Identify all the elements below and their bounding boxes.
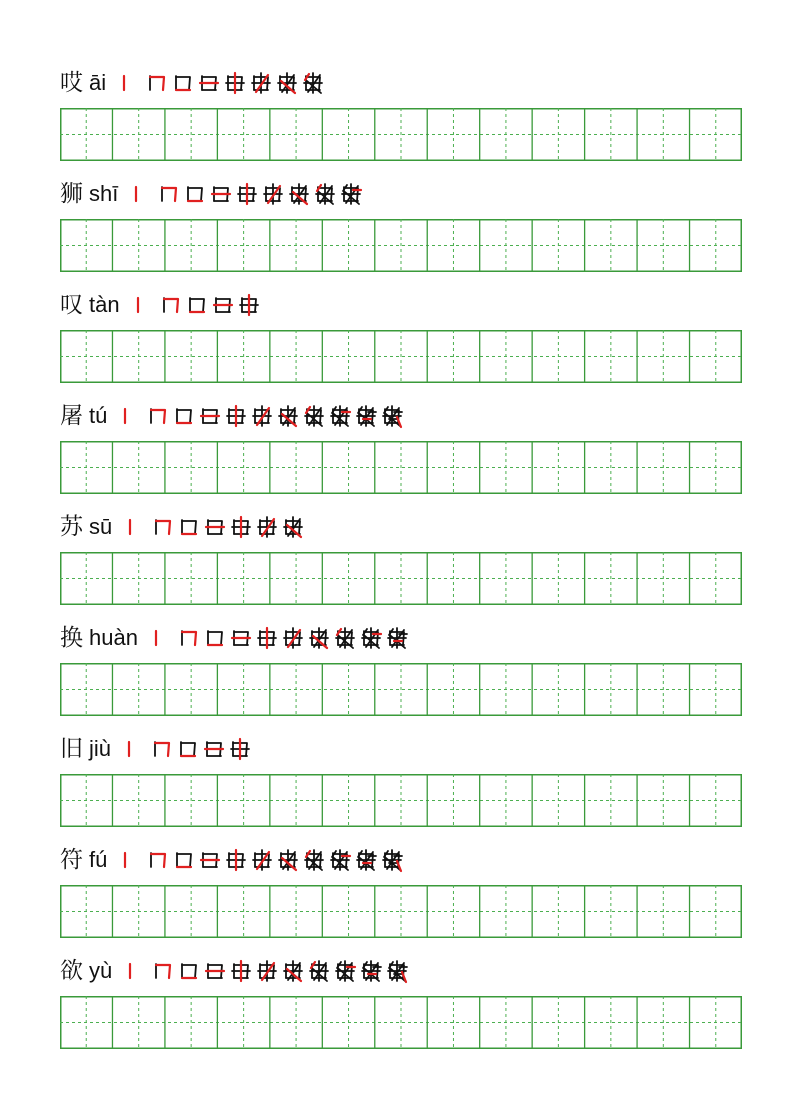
- stroke-step-icon: [202, 958, 228, 984]
- stroke-step-icon: [236, 292, 262, 318]
- stroke-order-sequence: [118, 66, 326, 100]
- stroke-step-icon: [124, 958, 150, 984]
- stroke-step-icon: [379, 403, 405, 429]
- stroke-step-icon: [210, 292, 236, 318]
- character-entry: [60, 510, 742, 620]
- stroke-step-icon: [301, 847, 327, 873]
- hanzi-character: 符: [60, 846, 83, 873]
- stroke-step-icon: [312, 181, 338, 207]
- stroke-step-icon: [202, 625, 228, 651]
- character-entry: [60, 177, 742, 287]
- stroke-step-icon: [306, 958, 332, 984]
- stroke-step-icon: [150, 625, 176, 651]
- practice-grid[interactable]: [60, 996, 742, 1049]
- character-entry: [60, 621, 742, 731]
- stroke-order-sequence: [119, 399, 405, 433]
- stroke-step-icon: [208, 181, 234, 207]
- stroke-step-icon: [274, 70, 300, 96]
- hanzi-character: 欲: [60, 957, 83, 984]
- stroke-step-icon: [338, 181, 364, 207]
- stroke-step-icon: [170, 70, 196, 96]
- entry-header: [60, 177, 742, 211]
- hanzi-character: 苏: [60, 513, 83, 540]
- stroke-step-icon: [150, 958, 176, 984]
- stroke-step-icon: [176, 958, 202, 984]
- stroke-step-icon: [286, 181, 312, 207]
- stroke-step-icon: [184, 292, 210, 318]
- stroke-step-icon: [202, 514, 228, 540]
- stroke-step-icon: [150, 514, 176, 540]
- stroke-order-sequence: [124, 510, 306, 544]
- practice-grid[interactable]: [60, 441, 742, 494]
- stroke-step-icon: [144, 70, 170, 96]
- stroke-step-icon: [260, 181, 286, 207]
- stroke-step-icon: [327, 847, 353, 873]
- stroke-step-icon: [130, 181, 156, 207]
- stroke-step-icon: [234, 181, 260, 207]
- stroke-step-icon: [228, 514, 254, 540]
- stroke-step-icon: [124, 514, 150, 540]
- character-entry: [60, 399, 742, 509]
- entry-header: [60, 954, 742, 988]
- pinyin-label: shī: [89, 181, 119, 206]
- entry-header: [60, 732, 742, 766]
- character-entry: [60, 843, 742, 953]
- stroke-step-icon: [384, 958, 410, 984]
- stroke-step-icon: [228, 625, 254, 651]
- character-entry: [60, 288, 742, 398]
- practice-grid[interactable]: [60, 552, 742, 605]
- stroke-step-icon: [158, 292, 184, 318]
- stroke-step-icon: [197, 403, 223, 429]
- stroke-step-icon: [332, 958, 358, 984]
- pinyin-label: tú: [89, 403, 108, 428]
- stroke-step-icon: [123, 736, 149, 762]
- stroke-step-icon: [182, 181, 208, 207]
- pinyin-label: huàn: [89, 625, 138, 650]
- pinyin-label: yù: [89, 958, 113, 983]
- stroke-order-sequence: [132, 288, 262, 322]
- practice-grid[interactable]: [60, 219, 742, 272]
- stroke-step-icon: [327, 403, 353, 429]
- pinyin-label: sū: [89, 514, 113, 539]
- pinyin-label: jiù: [89, 736, 112, 761]
- stroke-step-icon: [306, 625, 332, 651]
- hanzi-character: 哎: [60, 69, 83, 96]
- hanzi-character: 狮: [60, 180, 83, 207]
- stroke-order-sequence: [124, 954, 410, 988]
- stroke-order-sequence: [130, 177, 364, 211]
- stroke-step-icon: [249, 403, 275, 429]
- stroke-step-icon: [118, 70, 144, 96]
- stroke-step-icon: [379, 847, 405, 873]
- pinyin-label: āi: [89, 70, 107, 95]
- entry-header: [60, 399, 742, 433]
- character-entry: [60, 954, 742, 1064]
- stroke-step-icon: [228, 958, 254, 984]
- hanzi-character: 屠: [60, 402, 83, 429]
- hanzi-character: 换: [60, 624, 83, 651]
- stroke-step-icon: [176, 625, 202, 651]
- stroke-step-icon: [358, 958, 384, 984]
- stroke-step-icon: [156, 181, 182, 207]
- stroke-step-icon: [145, 847, 171, 873]
- stroke-step-icon: [248, 70, 274, 96]
- stroke-step-icon: [223, 847, 249, 873]
- stroke-step-icon: [119, 847, 145, 873]
- hanzi-character: 旧: [60, 735, 83, 762]
- stroke-step-icon: [254, 958, 280, 984]
- stroke-step-icon: [222, 70, 248, 96]
- stroke-step-icon: [196, 70, 222, 96]
- practice-grid[interactable]: [60, 108, 742, 161]
- stroke-step-icon: [275, 847, 301, 873]
- stroke-step-icon: [300, 70, 326, 96]
- stroke-step-icon: [332, 625, 358, 651]
- character-entry: [60, 66, 742, 176]
- practice-grid[interactable]: [60, 885, 742, 938]
- stroke-step-icon: [280, 625, 306, 651]
- stroke-step-icon: [227, 736, 253, 762]
- stroke-step-icon: [201, 736, 227, 762]
- stroke-step-icon: [132, 292, 158, 318]
- stroke-step-icon: [149, 736, 175, 762]
- stroke-step-icon: [254, 514, 280, 540]
- stroke-order-sequence: [119, 843, 405, 877]
- stroke-step-icon: [358, 625, 384, 651]
- pinyin-label: tàn: [89, 292, 120, 317]
- pinyin-label: fú: [89, 847, 108, 872]
- stroke-step-icon: [301, 403, 327, 429]
- practice-grid[interactable]: [60, 774, 742, 827]
- stroke-step-icon: [223, 403, 249, 429]
- stroke-step-icon: [280, 514, 306, 540]
- stroke-step-icon: [171, 847, 197, 873]
- stroke-step-icon: [353, 403, 379, 429]
- stroke-step-icon: [249, 847, 275, 873]
- stroke-step-icon: [145, 403, 171, 429]
- stroke-step-icon: [175, 736, 201, 762]
- stroke-step-icon: [197, 847, 223, 873]
- entry-header: [60, 621, 742, 655]
- stroke-step-icon: [280, 958, 306, 984]
- entry-header: [60, 288, 742, 322]
- stroke-step-icon: [384, 625, 410, 651]
- stroke-step-icon: [171, 403, 197, 429]
- entry-header: [60, 843, 742, 877]
- stroke-order-sequence: [123, 732, 253, 766]
- character-entry: [60, 732, 742, 842]
- hanzi-character: 叹: [60, 291, 83, 318]
- stroke-step-icon: [119, 403, 145, 429]
- stroke-order-sequence: [150, 621, 410, 655]
- entry-header: [60, 66, 742, 100]
- stroke-step-icon: [176, 514, 202, 540]
- entry-header: [60, 510, 742, 544]
- stroke-step-icon: [275, 403, 301, 429]
- practice-grid[interactable]: [60, 663, 742, 716]
- stroke-step-icon: [254, 625, 280, 651]
- stroke-step-icon: [353, 847, 379, 873]
- practice-grid[interactable]: [60, 330, 742, 383]
